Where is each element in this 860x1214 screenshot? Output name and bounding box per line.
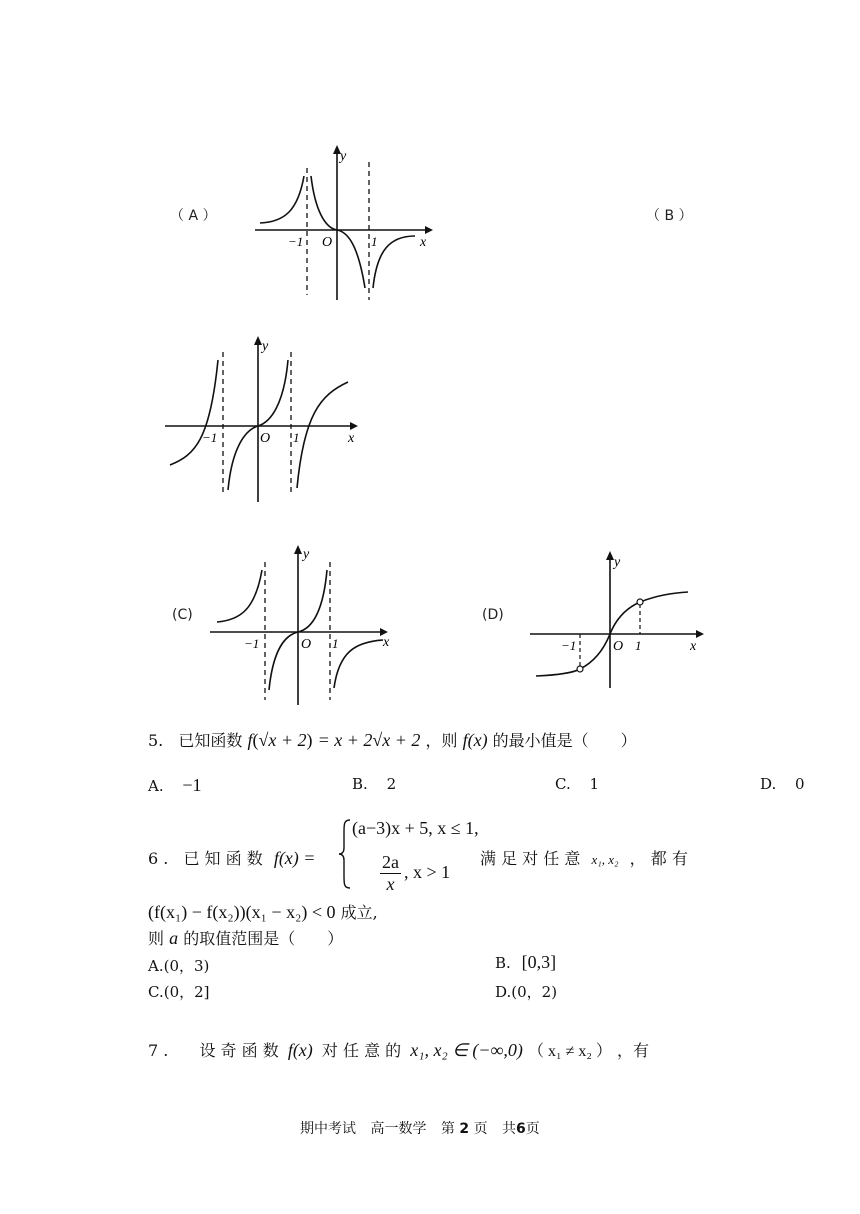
question-5-f: f xyxy=(247,730,253,750)
q5-option-c-key: C. xyxy=(555,775,571,793)
graph-c-tick-1: 1 xyxy=(332,636,339,651)
question-5-fx: f(x) xyxy=(462,730,488,750)
graph-c-origin: O xyxy=(301,637,312,652)
question-7-fx: f(x) xyxy=(287,1040,313,1060)
question-5-equals: = x + 2√x + 2 xyxy=(317,730,421,750)
q5-option-a[interactable] xyxy=(148,775,202,796)
graph-a-tick-1: 1 xyxy=(371,234,378,249)
q6-option-a[interactable] xyxy=(148,955,209,976)
graph-a xyxy=(250,140,440,305)
question-7-end: ，有 xyxy=(617,1041,650,1060)
graph-d-origin: O xyxy=(613,639,624,654)
question-6-line3-prefix: 则 xyxy=(148,929,165,948)
graph-c-y-label: y xyxy=(303,547,310,562)
graph-b-tick-1: 1 xyxy=(293,430,300,445)
piecewise-case-2-condition: , x > 1 xyxy=(404,862,451,882)
question-5-prefix: 已知函数 xyxy=(178,731,243,750)
graph-b-tick-neg1: −1 xyxy=(202,430,218,445)
graph-b-origin: O xyxy=(260,431,271,446)
footer-exam: 期中考试 xyxy=(300,1121,356,1137)
question-6-prefix: 已 知 函 数 xyxy=(183,849,263,868)
fraction-numerator: 2a xyxy=(382,852,399,872)
question-6-ineq-suffix: 成立, xyxy=(340,903,378,922)
q5-option-c-value: 1 xyxy=(589,775,600,793)
graph-a-y-label: y xyxy=(340,149,347,164)
graph-d-x-label: x xyxy=(690,639,697,654)
q6-option-d-key: D. xyxy=(495,983,512,1001)
graph-a-x-label: x xyxy=(420,235,427,250)
footer-page-mid: 页 xyxy=(473,1121,488,1137)
q5-option-a-key: A. xyxy=(148,777,164,795)
footer-total-prefix: 共 xyxy=(502,1121,517,1137)
graph-d xyxy=(528,548,708,693)
graph-a-label: （ A ） xyxy=(170,208,217,224)
q5-option-b[interactable] xyxy=(352,775,396,793)
question-6-end: ， 都 有 xyxy=(629,849,688,868)
q6-option-b-key: B. xyxy=(495,954,511,972)
page-footer xyxy=(300,1118,540,1138)
graph-b-y-label: y xyxy=(262,339,269,354)
question-7-stem xyxy=(148,1038,649,1061)
graph-c-label: (C) xyxy=(172,607,193,623)
graph-d-y-label: y xyxy=(614,555,621,570)
question-5-mid: ，则 xyxy=(425,731,458,750)
question-7-prefix: 设 奇 函 数 xyxy=(199,1041,279,1060)
footer-page-number: 2 xyxy=(459,1121,470,1137)
graph-b-x-label: x xyxy=(348,431,355,446)
question-6-fx: f(x) = xyxy=(273,848,316,868)
question-5-suffix: 的最小值是（ ） xyxy=(492,731,637,750)
footer-total-suffix: 页 xyxy=(525,1121,540,1137)
footer-total-number: 6 xyxy=(516,1121,526,1137)
q5-option-c[interactable] xyxy=(555,775,599,793)
q6-option-a-value: (0，3) xyxy=(163,957,210,975)
graph-d-tick-1: 1 xyxy=(635,638,642,653)
graph-d-tick-neg1: −1 xyxy=(561,638,577,653)
q6-option-c-key: C. xyxy=(148,983,164,1001)
question-7-number: 7 . xyxy=(148,1041,169,1060)
question-6-line2 xyxy=(148,900,378,923)
q6-option-d[interactable] xyxy=(495,981,557,1002)
q5-option-a-value: −1 xyxy=(182,775,202,795)
q5-option-d[interactable] xyxy=(760,775,805,793)
q5-option-d-value: 0 xyxy=(795,775,805,793)
graph-a-origin: O xyxy=(322,235,333,250)
question-6-mid: 满 足 对 任 意 xyxy=(480,849,581,868)
question-6-a: a xyxy=(169,928,179,948)
q5-option-d-key: D. xyxy=(760,775,777,793)
footer-page-prefix: 第 xyxy=(440,1121,455,1137)
graph-c-x-label: x xyxy=(383,635,390,650)
question-6-vars: x₁, x₂ xyxy=(591,852,619,867)
piecewise-brace xyxy=(338,818,352,890)
graph-d-label: (D) xyxy=(482,607,504,623)
fraction-denominator: x xyxy=(386,874,395,894)
question-6-number: 6 . xyxy=(148,849,169,868)
graph-b-label: （ B ） xyxy=(646,208,693,224)
graph-b xyxy=(160,330,370,505)
q6-option-b-value: [0,3] xyxy=(521,952,557,972)
question-6-inequality: (f(x₁) − f(x₂))(x₁ − x₂) < 0 xyxy=(148,902,336,922)
q6-option-c[interactable] xyxy=(148,981,210,1002)
q5-option-b-value: 2 xyxy=(386,775,397,793)
q5-option-b-key: B. xyxy=(352,775,368,793)
question-6-line3-suffix: 的取值范围是（ ） xyxy=(183,929,344,948)
question-7-paren: （ x₁ ≠ x₂ ） xyxy=(527,1043,612,1060)
question-6-line3 xyxy=(148,926,343,949)
question-5-stem: 5. 已知函数 f(√x + 2) = x + 2√x + 2 ，则 f(x) 的最小值是（ ） xyxy=(148,730,637,750)
footer-subject: 高一数学 xyxy=(370,1121,427,1137)
question-6-line1-tail xyxy=(480,846,688,869)
question-5-arg: √x + 2 xyxy=(258,730,307,750)
question-5-number: 5. xyxy=(148,731,164,750)
question-6-line1 xyxy=(148,846,315,869)
q6-option-c-value: (0，2] xyxy=(163,983,210,1001)
q6-option-d-value: (0，2) xyxy=(511,983,558,1001)
graph-a-tick-neg1: −1 xyxy=(288,234,304,249)
question-7-mid: 对 任 意 的 xyxy=(321,1041,402,1060)
question-7-condition: x₁, x₂ ∈ (−∞,0) xyxy=(410,1040,523,1060)
q6-option-b[interactable] xyxy=(495,952,556,973)
graph-c xyxy=(205,540,395,710)
piecewise-case-1: (a−3)x + 5, x ≤ 1, xyxy=(352,818,479,838)
piecewise-case-2-fraction xyxy=(380,852,401,895)
graph-c-tick-neg1: −1 xyxy=(244,636,260,651)
q6-option-a-key: A. xyxy=(148,957,164,975)
